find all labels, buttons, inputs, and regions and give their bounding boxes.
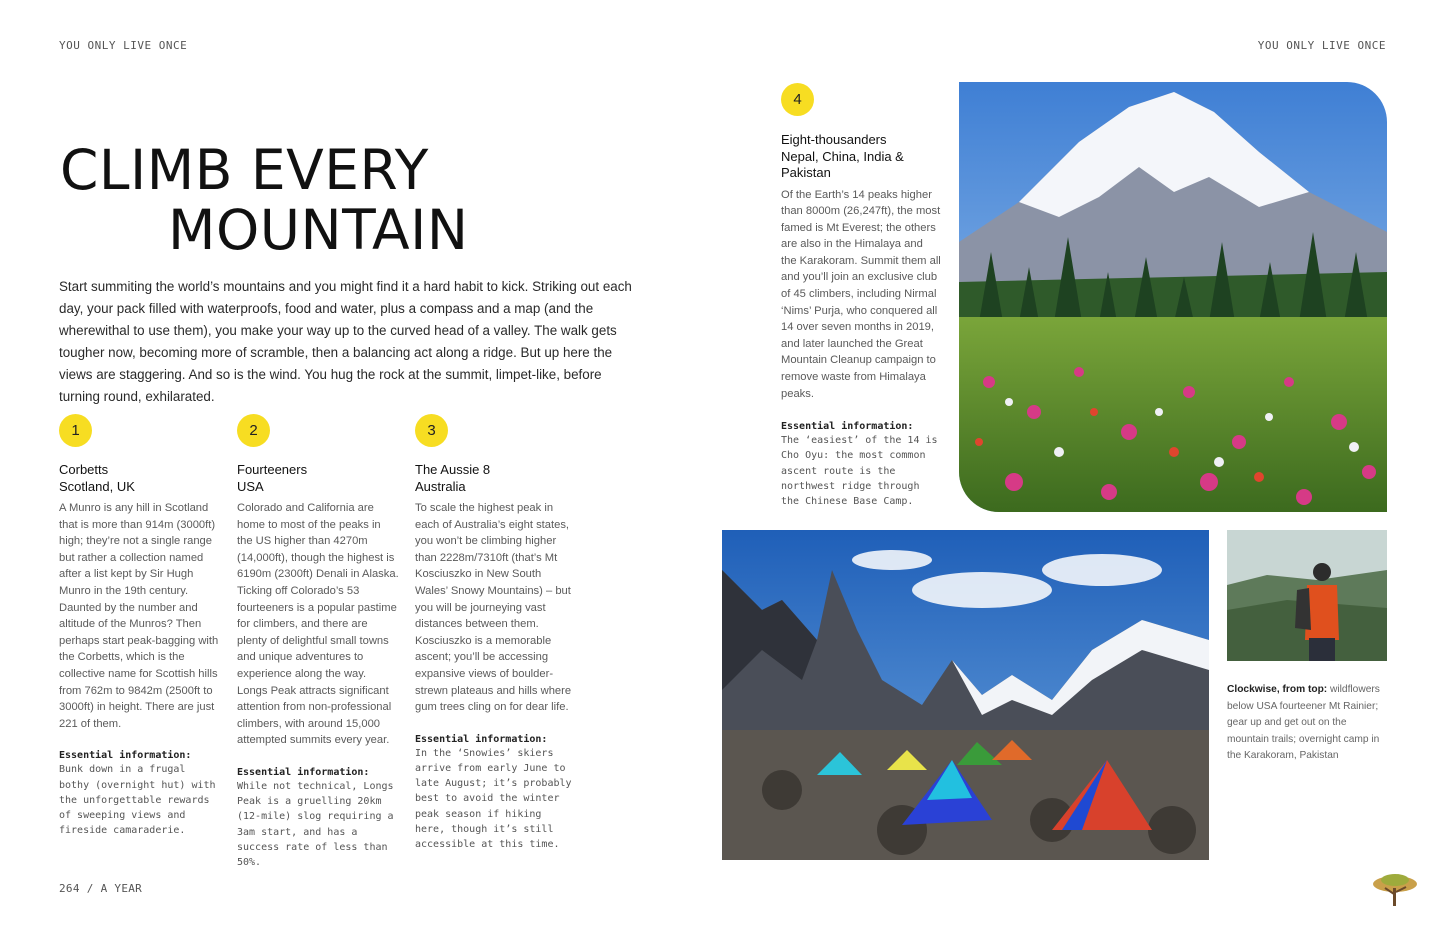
entry-number-badge: 2 — [237, 414, 270, 447]
entry-location: Nepal, China, India & Pakistan — [781, 148, 904, 180]
running-head-left: YOU ONLY LIVE ONCE — [59, 39, 188, 52]
running-head-right: YOU ONLY LIVE ONCE — [1257, 39, 1386, 52]
headline-line-1: CLIMB EVERY — [60, 138, 429, 202]
entry-body: Colorado and California are home to most of the peaks in the US higher than 4270m (14,000ft), though the highest is 6190m (2300ft) Denali in Alaska. Ticking off Colorado’s 53 fourteeners is a popular pastime for climbers, and there are plenty of delightful small towns and unique adventures to experience along the way. Longs Peak attracts significant attention from non-professional climbers, with around 15,000 attempted summits every year. — [237, 502, 399, 747]
essential-info-label: Essential information: — [415, 733, 548, 745]
entry-2 — [237, 414, 399, 870]
page-number: 264 — [59, 882, 80, 895]
headline — [60, 140, 530, 260]
entry-body: Of the Earth’s 14 peaks higher than 8000m (26,247ft), the most famed is Mt Everest; the others are also in the Himalaya and the Karakoram. Summit them all and you’ll join an exclusive club of 45 climbers, including Nirmal ‘Nims’ Purja, who conquered all 14 over seven months in 2019, and later launched the Great Mountain Cleanup campaign to remove waste from Himalaya peaks. — [781, 188, 941, 400]
entry-title: The Aussie 8 — [415, 462, 491, 477]
caption-lead: Clockwise, from top: — [1227, 684, 1328, 695]
entry-number-badge: 1 — [59, 414, 92, 447]
essential-info-label: Essential information: — [781, 421, 914, 433]
photo-hiker-on-trail — [1227, 530, 1387, 661]
photo-caption — [1227, 682, 1389, 765]
entry-body: To scale the highest peak in each of Australia’s eight states, you won’t be climbing higher than 2228m/7310ft (that’s Mt Kosciuszko in New South Wales’ Snowy Mountains) – but you will be journeying vast distances between them. Kosciuszko is a memorable ascent; you’ll be accessing expansive views of boulder-strewn plateaus and hills where gum trees cling on for dear life. — [415, 502, 572, 714]
entry-location: USA — [237, 478, 264, 494]
entry-number-badge: 3 — [415, 414, 448, 447]
entry-title: Eight-thousanders — [781, 132, 887, 147]
entry-number-badge: 4 — [781, 83, 814, 116]
entry-3 — [415, 414, 577, 852]
entry-1 — [59, 414, 219, 838]
entry-title: Fourteeners — [237, 462, 308, 477]
essential-info-text: In the ‘Snowies’ skiers arrive from early June to late August; it’s probably best to avoid the winter peak season if hiking here, though it’s still accessible at this time. — [415, 747, 572, 850]
essential-info-text: While not technical, Longs Peak is a gruelling 20km (12-mile) slog requiring a 3am start, and has a success rate of less than 50%. — [237, 780, 394, 868]
essential-info-text: Bunk down in a frugal bothy (overnight hut) with the unforgettable rewards of sweeping views and fireside camaraderie. — [59, 764, 216, 837]
photo-mt-rainier-wildflowers — [959, 82, 1387, 512]
photo-karakoram-camp — [722, 530, 1209, 860]
essential-info-label: Essential information: — [237, 766, 370, 778]
entry-location: Australia — [415, 478, 466, 494]
entry-location: Scotland, UK — [59, 478, 135, 494]
page-footer — [59, 882, 142, 895]
essential-info-text: The ‘easiest’ of the 14 is Cho Oyu: the most common ascent route is the northwest ridge through the Chinese Base Camp. — [781, 435, 938, 508]
essential-info-label: Essential information: — [59, 750, 192, 762]
headline-line-2: MOUNTAIN — [168, 198, 469, 262]
intro-paragraph: Start summiting the world’s mountains and you might find it a hard habit to kick. Striking out each day, your pack filled with waterproofs, food and water, plus a compass and a map (and the wherewithal to use them), you make your way up to the curved head of a valley. The walk gets tougher now, becoming more of scramble, then a balancing act along a ridge. But up here the views are staggering. And so is the wind. You hug the rock at the summit, limpet-like, before turning round, exhilarated. — [59, 279, 632, 404]
entry-title: Corbetts — [59, 462, 109, 477]
tree-icon — [1370, 870, 1420, 910]
entry-body: A Munro is any hill in Scotland that is more than 914m (3000ft) high; they’re not a single range but rather a collection named after a list kept by Sir Hugh Munro in the 19th century. Daunted by the number and altitude of the Munros? Then perhaps start peak-bagging with the Corbetts, which is the collective name for Scottish hills from 762m to 9842m (2500ft to 3000ft) in height. There are just 221 of them. — [59, 502, 219, 730]
entry-4 — [781, 83, 941, 509]
section-label: / A YEAR — [86, 882, 143, 895]
caption-text: wildflowers below USA fourteener Mt Rainier; gear up and get out on the mountain trails; overnight camp in the Karakoram, Pakistan — [1227, 684, 1380, 762]
